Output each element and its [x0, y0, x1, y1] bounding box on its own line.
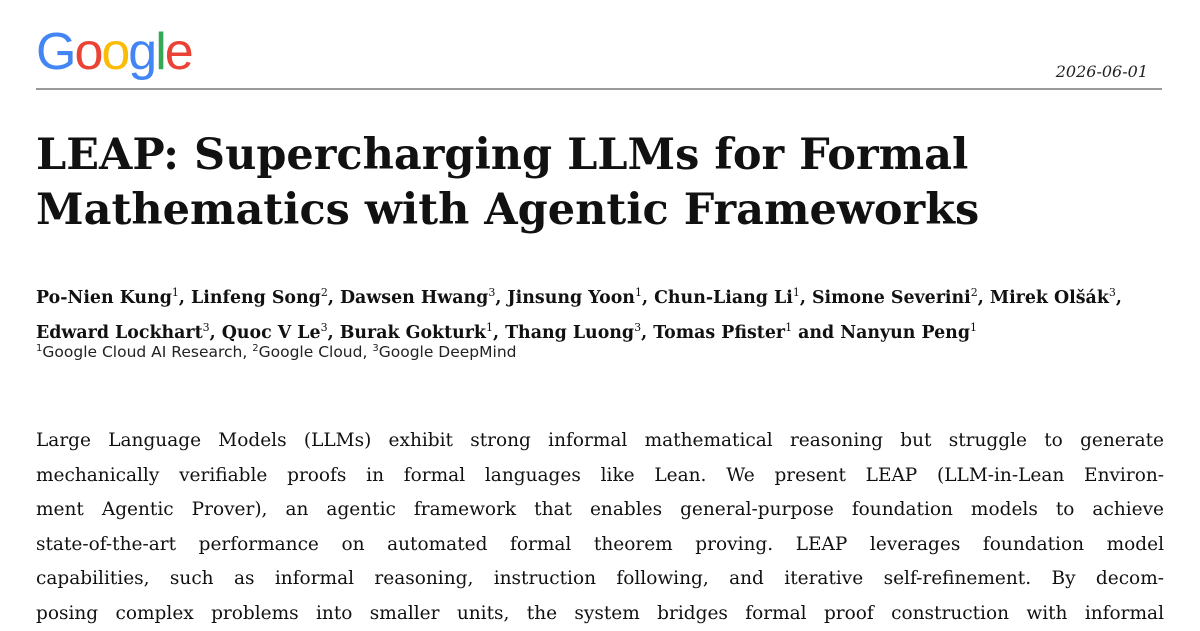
- author-name: Jinsung Yoon: [507, 288, 635, 308]
- logo-letter: o: [101, 26, 128, 78]
- author-affiliation-mark: 3: [321, 321, 328, 334]
- author-affiliation-mark: 3: [634, 321, 641, 334]
- affiliation-name: Google Cloud AI Research: [42, 343, 242, 361]
- header-divider: [36, 88, 1162, 90]
- author-affiliation-mark: 1: [793, 286, 800, 299]
- logo-letter: g: [128, 26, 155, 78]
- logo-letter: G: [36, 26, 74, 78]
- author: [507, 288, 642, 308]
- paper-title: [36, 128, 1136, 238]
- author: [340, 288, 495, 308]
- author-affiliation-mark: 1: [635, 286, 642, 299]
- author-name: Dawsen Hwang: [340, 288, 488, 308]
- author: [36, 288, 179, 308]
- author-name: Chun-Liang Li: [654, 288, 793, 308]
- abstract-line: ment Agentic Prover), an agentic framework that enables general-purpose foundation models to achieve: [36, 493, 1164, 528]
- author: [654, 288, 800, 308]
- author-name: Simone Severini: [812, 288, 971, 308]
- author-affiliation-mark: 2: [321, 286, 328, 299]
- author: [222, 323, 328, 343]
- author: [840, 323, 977, 343]
- abstract-line: state-of-the-art performance on automated formal theorem proving. LEAP leverages foundation model: [36, 528, 1164, 563]
- author: [36, 323, 210, 343]
- affiliation-number: 2: [252, 343, 258, 354]
- abstract: [36, 424, 1164, 631]
- abstract-line: capabilities, such as informal reasoning, instruction following, and iterative self-refinement. By decom-: [36, 562, 1164, 597]
- author-name: Thang Luong: [505, 323, 634, 343]
- author-affiliation-mark: 1: [970, 321, 977, 334]
- author-name: Tomas Pfister: [653, 323, 785, 343]
- author-name: Edward Lockhart: [36, 323, 203, 343]
- affiliation: [252, 343, 362, 361]
- author-name: Nanyun Peng: [840, 323, 970, 343]
- logo-letter: o: [74, 26, 101, 78]
- affiliation-name: Google DeepMind: [379, 343, 517, 361]
- author-affiliation-mark: 2: [971, 286, 978, 299]
- author-name: Quoc V Le: [222, 323, 321, 343]
- author: [990, 288, 1116, 308]
- google-logo: [36, 26, 192, 78]
- abstract-line: posing complex problems into smaller units, the system bridges formal proof construction with informal: [36, 597, 1164, 631]
- author-affiliation-mark: 3: [203, 321, 210, 334]
- author: [505, 323, 641, 343]
- author: [340, 323, 493, 343]
- title-line-2: Mathematics with Agentic Frameworks: [36, 185, 979, 235]
- affiliation-list: $^1$Google Cloud AI Research, $^2$Google Cloud, $^3$Google DeepMind: [36, 343, 1156, 361]
- author-affiliation-mark: 1: [486, 321, 493, 334]
- author: [653, 323, 792, 343]
- author: [191, 288, 328, 308]
- affiliation-number: 3: [372, 343, 378, 354]
- author-name: Mirek Olšák: [990, 288, 1109, 308]
- logo-letter: e: [165, 26, 192, 78]
- author-name: Burak Gokturk: [340, 323, 486, 343]
- affiliation-name: Google Cloud: [259, 343, 363, 361]
- title-line-1: LEAP: Supercharging LLMs for Formal: [36, 130, 968, 180]
- author: [812, 288, 978, 308]
- author-affiliation-mark: 1: [172, 286, 179, 299]
- author-affiliation-mark: 3: [488, 286, 495, 299]
- publication-date: 2026-06-01: [1056, 62, 1148, 81]
- author-list: Po-Nien Kung$^1$, Linfeng Song$^2$, Dawsen Hwang$^3$, Jinsung Yoon$^1$, Chun-Liang Li$^1$, Simone Severini$^2$, Mirek Olšák$^3$, Edward Lockhart$^3$, Quoc V Le$^3$, Burak Gokturk$^1$, Thang Luong$^3$, Tomas Pfister$^1$ and Nanyun Peng$^1$: [36, 278, 1156, 348]
- author-name: Linfeng Song: [191, 288, 321, 308]
- abstract-line: Large Language Models (LLMs) exhibit strong informal mathematical reasoning but struggle to generate: [36, 424, 1164, 459]
- affiliation: [36, 343, 242, 361]
- affiliation-number: 1: [36, 343, 42, 354]
- logo-letter: l: [155, 26, 165, 78]
- author-name: Po-Nien Kung: [36, 288, 172, 308]
- abstract-line: mechanically verifiable proofs in formal languages like Lean. We present LEAP (LLM-in-Lean Environ-: [36, 459, 1164, 494]
- author-affiliation-mark: 3: [1109, 286, 1116, 299]
- author-affiliation-mark: 1: [785, 321, 792, 334]
- affiliation: [372, 343, 516, 361]
